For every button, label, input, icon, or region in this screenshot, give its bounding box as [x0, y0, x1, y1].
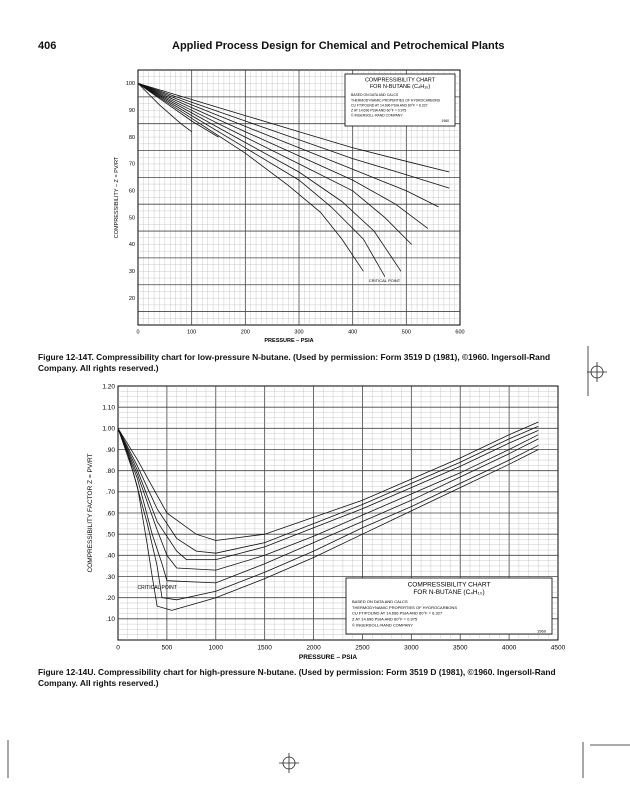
- chart-2-high-pressure: [87, 383, 566, 661]
- x-tick-label: 4500: [550, 644, 566, 652]
- y-tick-label: 50: [128, 215, 135, 222]
- y-tick-label: .90: [105, 446, 115, 454]
- chart-subtitle: FOR N-BUTANE (C₄H₁₀): [413, 589, 485, 596]
- y-tick-label: 1.10: [102, 404, 115, 412]
- legend-note: BASED ON DATA AND CALCS: [352, 598, 408, 604]
- x-tick-label: 300: [294, 329, 304, 336]
- x-tick-label: 500: [401, 329, 411, 336]
- y-tick-label: .40: [105, 552, 115, 560]
- x-axis-label: PRESSURE – PSIA: [298, 654, 358, 661]
- legend-note: © INGERSOLL-RAND COMPANY: [351, 113, 403, 118]
- running-title: Applied Process Design for Chemical and Petrochemical Plants: [172, 40, 505, 52]
- chart-title: COMPRESSIBILITY CHART: [364, 77, 436, 84]
- x-tick-label: 1000: [208, 644, 224, 652]
- y-tick-label: 90: [128, 108, 135, 115]
- x-tick-label: 0: [136, 329, 140, 336]
- x-axis-label: PRESSURE – PSIA: [264, 338, 314, 344]
- x-tick-label: 0: [116, 644, 120, 652]
- y-axis-label: COMPRESSIBILITY – Z = PV/RT: [114, 156, 120, 239]
- x-tick-label: 3000: [404, 644, 419, 652]
- figure-caption-14T: Figure 12-14T. Compressibility chart for low-pressure N-butane. (Used by permission: Form 3519 D (1981), ©1960. Ingersoll-Rand Company. All rights reserved.): [38, 352, 551, 373]
- y-tick-label: 30: [128, 269, 135, 276]
- chart-subtitle: FOR N-BUTANE (C₄H₁₀): [369, 84, 431, 90]
- x-tick-label: 2500: [355, 644, 370, 652]
- x-tick-label: 4000: [501, 644, 517, 652]
- y-tick-label: .70: [105, 489, 115, 497]
- x-tick-label: 600: [455, 329, 465, 336]
- y-tick-label: 70: [128, 161, 135, 168]
- legend-note: THERMODYNAMIC PROPERTIES OF HYDROCARBONS: [351, 98, 441, 103]
- x-tick-label: 500: [161, 644, 173, 652]
- x-tick-label: 2000: [306, 644, 321, 652]
- y-axis-label: COMPRESSIBILITY FACTOR Z = PV/RT: [87, 453, 94, 573]
- y-tick-label: 1.20: [102, 383, 115, 391]
- x-tick-label: 1500: [257, 644, 272, 652]
- legend-note: Z AT 14.696 PSIA AND 60°F = 0.975: [352, 616, 418, 622]
- y-tick-label: .20: [105, 594, 115, 602]
- y-tick-label: 100: [125, 81, 135, 88]
- x-tick-label: 200: [240, 329, 250, 336]
- legend-note: Z AT 14.696 PSIA AND 60°F = 0.975: [351, 108, 407, 113]
- page-number: 406: [38, 40, 57, 52]
- y-tick-label: 1.00: [102, 425, 115, 433]
- legend-note: BASED ON DATA AND CALCS: [351, 93, 399, 98]
- y-tick-label: .50: [105, 531, 115, 539]
- legend-note: CU FT/POUND AT 14.696 PSIA AND 60°F = 6.327: [352, 610, 443, 616]
- legend-note: CU FT/POUND AT 14.696 PSIA AND 60°F = 6.327: [351, 103, 428, 108]
- y-tick-label: 60: [128, 188, 135, 195]
- legend-note: © INGERSOLL-RAND COMPANY: [352, 622, 413, 628]
- y-tick-label: .80: [105, 467, 115, 475]
- legend-note: THERMODYNAMIC PROPERTIES OF HYDROCARBONS: [352, 604, 458, 610]
- y-tick-label: 80: [128, 134, 135, 141]
- x-tick-label: 400: [348, 329, 358, 336]
- chart-title: COMPRESSIBILITY CHART: [407, 581, 491, 589]
- y-tick-label: 40: [128, 242, 135, 249]
- legend-note: 1960: [537, 628, 546, 634]
- critical-point-label: CRITICAL POINT: [137, 585, 177, 592]
- x-tick-label: 3500: [452, 644, 468, 652]
- chart-1-low-pressure: [114, 70, 465, 344]
- y-tick-label: .60: [105, 510, 115, 518]
- legend-note: 1960: [441, 118, 449, 123]
- critical-point-label: CRITICAL POINT: [368, 278, 401, 284]
- figure-caption-14U: Figure 12-14U. Compressibility chart for high-pressure N-butane. (Used by permission: Form 3519 D (1981), ©1960. Ingersoll-Rand Company. All rights reserved.): [38, 667, 556, 688]
- y-tick-label: 20: [128, 295, 135, 302]
- y-tick-label: .30: [105, 573, 115, 581]
- x-tick-label: 100: [187, 329, 197, 336]
- y-tick-label: .10: [105, 616, 115, 624]
